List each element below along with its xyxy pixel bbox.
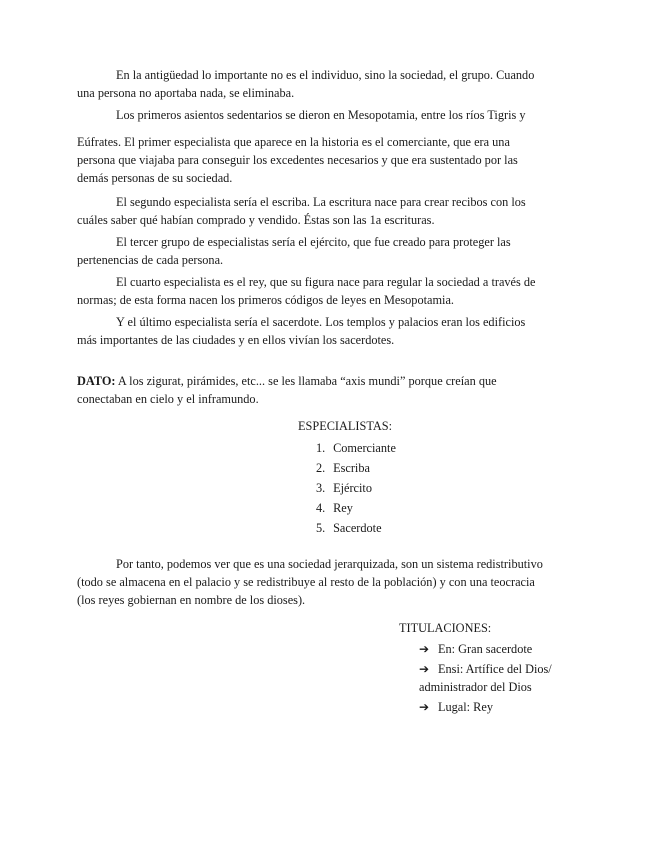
paragraph-antiguedad: En la antigüedad lo importante no es el individuo, sino la sociedad, el grupo. Cuando una persona no aportaba nada, se eliminaba. [77,68,535,100]
list-number: 2. [316,461,326,475]
paragraph-conclusion: Por tanto, podemos ver que es una sociedad jerarquizada, son un sistema redistributivo (todo se almacena en el palacio y se redistribuye al resto de la población) y con una teocracia (los reyes gobiernan en nombre de los dioses). [77,557,543,607]
paragraph-sacerdote: Y el último especialista sería el sacerdote. Los templos y palacios eran los edificios más importantes de las ciudades y en ellos vivían los sacerdotes. [77,315,526,347]
list-item [316,459,396,479]
list-item [316,519,396,539]
list-text: Comerciante [333,441,396,455]
list-item [316,479,396,499]
list-item [419,660,559,696]
paragraph-escriba: El segundo especialista sería el escriba. La escritura nace para crear recibos con los cuáles saber qué habían comprado y vendido. Éstas son las 1a escrituras. [77,195,526,227]
list-number: 1. [316,441,326,455]
titulaciones-title: TITULACIONES: [399,621,492,635]
arrow-right-icon: ➔ [419,662,430,676]
list-item [419,698,559,716]
dato-note [77,372,547,408]
dato-label: DATO: [77,374,116,388]
list-text: Sacerdote [333,521,382,535]
list-number: 5. [316,521,326,535]
paragraph-rey: El cuarto especialista es el rey, que su figura nace para regular la sociedad a través de normas; de esta forma nacen los primeros códigos de leyes en Mesopotamia. [77,275,536,307]
dato-text: A los zigurat, pirámides, etc... se les llamaba “axis mundi” porque creían que conectaban en cielo y el inframundo. [77,374,497,406]
list-text: Ensi: Artífice del Dios/ administrador del Dios [419,662,552,694]
paragraph-mesopotamia: Los primeros asientos sedentarios se dieron en Mesopotamia, entre los ríos Tigris y [116,108,526,122]
titulaciones-list [419,640,559,718]
arrow-right-icon: ➔ [419,700,430,714]
especialistas-title: ESPECIALISTAS: [298,419,392,433]
arrow-right-icon: ➔ [419,642,430,656]
paragraph-ejercito: El tercer grupo de especialistas sería el ejército, que fue creado para proteger las pertenencias de cada persona. [77,235,511,267]
paragraph-comerciante: Eúfrates. El primer especialista que aparece en la historia es el comerciante, que era una persona que viajaba para conseguir los excedentes necesarios y que era sustentado por las demás personas de su sociedad. [77,135,518,185]
list-number: 4. [316,501,326,515]
list-text: Escriba [333,461,370,475]
list-text: Lugal: Rey [438,700,493,714]
especialistas-list [316,439,396,539]
list-text: Ejército [333,481,372,495]
list-item [419,640,559,658]
list-text: En: Gran sacerdote [438,642,533,656]
list-item [316,499,396,519]
list-text: Rey [333,501,353,515]
list-number: 3. [316,481,326,495]
list-item [316,439,396,459]
